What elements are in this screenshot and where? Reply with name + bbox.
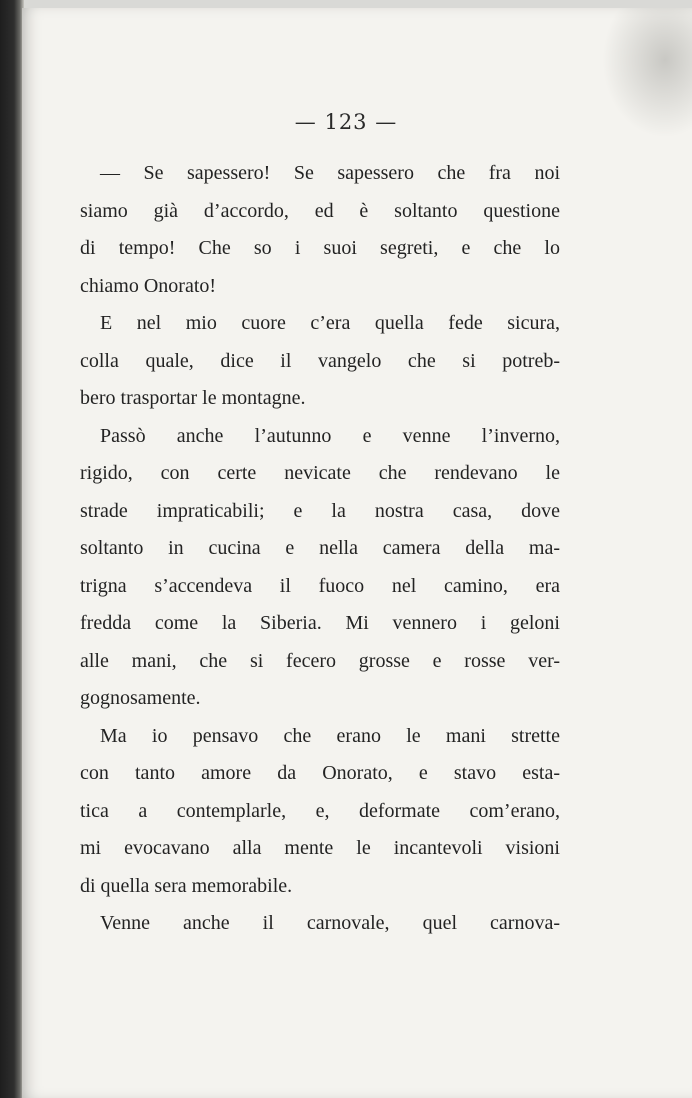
text-line: alle mani, che si fecero grosse e rosse ver- — [80, 649, 560, 672]
text-line: chiamo Onorato! — [80, 274, 217, 297]
text-line: Passò anche l’autunno e venne l’inverno, — [100, 424, 560, 447]
text-line: di quella sera memorabile. — [80, 874, 293, 897]
text-line: di tempo! Che so i suoi segreti, e che lo — [80, 237, 560, 259]
text-line: Ma io pensavo che erano le mani strette — [100, 724, 560, 747]
page-number: — 123 — — [294, 110, 398, 134]
text-line: bero trasportar le montagne. — [80, 387, 306, 409]
text-line: mi evocavano alla mente le incantevoli visioni — [80, 837, 560, 859]
text-line: Venne anche il carnovale, quel carnova- — [100, 912, 560, 934]
text-line: strade impraticabili; e la nostra casa, dove — [80, 499, 560, 522]
text-line: E nel mio cuore c’era quella fede sicura, — [100, 312, 560, 334]
text-line: trigna s’accendeva il fuoco nel camino, era — [80, 574, 560, 597]
text-line: rigido, con certe nevicate che rendevano le — [80, 462, 560, 484]
text-line: siamo già d’accordo, ed è soltanto questione — [80, 199, 560, 222]
text-line: con tanto amore da Onorato, e stavo esta- — [80, 762, 560, 784]
text-line: colla quale, dice il vangelo che si potreb- — [80, 349, 560, 372]
text-line: gognosamente. — [80, 687, 201, 709]
text-line: fredda come la Siberia. Mi vennero i geloni — [80, 612, 560, 634]
book-binding — [0, 0, 24, 1098]
text-line: soltanto in cucina e nella camera della ma- — [80, 537, 560, 559]
text-line: — Se sapessero! Se sapessero che fra noi — [100, 162, 560, 184]
text-line: tica a contemplarle, e, deformate com’erano, — [80, 799, 560, 822]
body-text — [80, 155, 560, 943]
